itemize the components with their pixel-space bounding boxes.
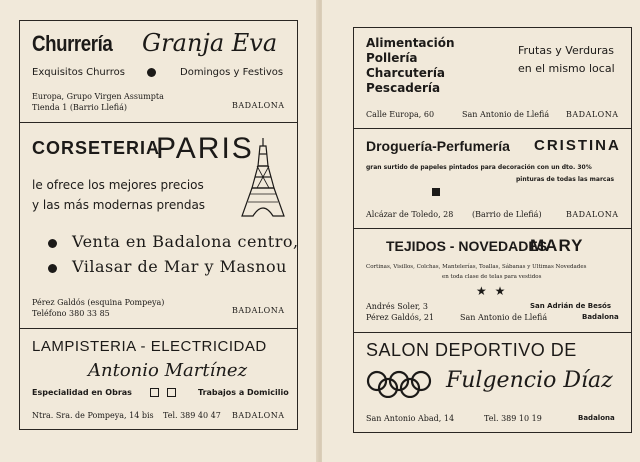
salon-phone: Tel. 389 10 19 xyxy=(484,414,542,423)
alimentacion-addr: Calle Europa, 60 xyxy=(366,110,435,119)
drogueria-line1: gran surtido de papeles pintados para decoración con un dto. 30% xyxy=(366,164,592,171)
salon-city: Badalona xyxy=(578,414,615,422)
bullet-icon xyxy=(48,239,57,248)
ad-alimentacion xyxy=(354,28,631,129)
corseteria-phone: Teléfono 380 33 85 xyxy=(32,309,110,318)
alimentacion-area: San Antonio de Llefiá xyxy=(462,110,550,119)
churreria-title: Churrería xyxy=(32,31,113,56)
churreria-addr2: Tienda 1 (Barrio Llefiá) xyxy=(32,103,128,112)
tejidos-area2: San Adrián de Besós xyxy=(530,302,612,310)
corseteria-city: BADALONA xyxy=(232,306,285,315)
alimentacion-l2: Pollería xyxy=(366,51,418,65)
alimentacion-r1: Frutas y Verduras xyxy=(518,44,615,57)
churreria-addr1: Europa, Grupo Virgen Assumpta xyxy=(32,92,164,101)
left-page xyxy=(0,0,318,462)
left-ads-frame xyxy=(19,20,298,430)
square-icon xyxy=(167,388,176,397)
right-page xyxy=(322,0,640,462)
lampisteria-sub-right: Trabajos a Domicilio xyxy=(198,388,289,397)
corseteria-bullet1: Venta en Badalona centro, xyxy=(72,232,299,251)
drogueria-line2: pinturas de todas las marcas xyxy=(516,176,615,183)
alimentacion-l4: Pescadería xyxy=(366,81,441,95)
churreria-city: BADALONA xyxy=(232,101,285,110)
corseteria-line1: le ofrece los mejores precios xyxy=(32,178,204,192)
drogueria-area: (Barrio de Llefiá) xyxy=(472,210,542,219)
corseteria-bullet2: Vilasar de Mar y Masnou xyxy=(72,257,287,276)
lampisteria-sub-left: Especialidad en Obras xyxy=(32,388,132,397)
lampisteria-city: BADALONA xyxy=(232,411,285,420)
alimentacion-city: BADALONA xyxy=(566,110,619,119)
corseteria-line2: y las más modernas prendas xyxy=(32,198,206,212)
paris-brand: PARIS xyxy=(156,132,254,165)
corseteria-addr: Pérez Galdós (esquina Pompeya) xyxy=(32,298,165,307)
granja-eva-brand: Granja Eva xyxy=(142,29,278,57)
tejidos-addr2: Pérez Galdós, 21 xyxy=(366,313,435,322)
corseteria-title: CORSETERIA xyxy=(32,138,161,158)
lampisteria-addr: Ntra. Sra. de Pompeya, 14 bis xyxy=(32,411,154,420)
tejidos-city: Badalona xyxy=(582,313,619,321)
ad-churreria xyxy=(20,21,297,123)
mary-brand: MARY xyxy=(530,236,584,255)
alimentacion-r2: en el mismo local xyxy=(518,62,615,75)
salon-addr: San Antonio Abad, 14 xyxy=(366,414,455,423)
salon-title: SALON DEPORTIVO DE xyxy=(366,340,577,360)
ad-salon-deportivo xyxy=(354,332,631,432)
churreria-sub-right: Domingos y Festivos xyxy=(180,67,284,78)
cristina-brand: CRISTINA xyxy=(534,137,621,154)
bullet-icon xyxy=(147,68,156,77)
lampisteria-title: LAMPISTERIA - ELECTRICIDAD xyxy=(32,338,267,355)
ad-lampisteria xyxy=(20,328,297,429)
tejidos-area: San Antonio de Llefiá xyxy=(460,313,548,322)
tejidos-line1: Cortinas, Visillos, Colchas, Mantelerías, Toallas, Sábanas y Ultimas Novedades xyxy=(366,264,587,270)
drogueria-addr: Alcázar de Toledo, 28 xyxy=(366,210,454,219)
alimentacion-l3: Charcutería xyxy=(366,66,446,80)
lampisteria-phone: Tel. 389 40 47 xyxy=(163,411,221,420)
olympic-rings-icon xyxy=(366,370,432,398)
salon-name: Fulgencio Díaz xyxy=(446,368,613,393)
lampisteria-name: Antonio Martínez xyxy=(88,360,248,381)
alimentacion-l1: Alimentación xyxy=(366,36,455,50)
ad-corseteria xyxy=(20,122,297,329)
tejidos-addr1: Andrés Soler, 3 xyxy=(366,302,428,311)
alimentacion-list xyxy=(366,36,455,96)
tejidos-line2: en toda clase de telas para vestidos xyxy=(442,274,542,280)
ad-tejidos xyxy=(354,228,631,333)
drogueria-city: BADALONA xyxy=(566,210,619,219)
eiffel-tower-icon xyxy=(240,136,286,218)
bullet-icon xyxy=(48,264,57,273)
tejidos-title: TEJIDOS - NOVEDADES xyxy=(386,238,548,254)
tejidos-stars: ★ ★ xyxy=(476,284,508,298)
churreria-sub-left: Exquisitos Churros xyxy=(32,67,125,78)
square-icon xyxy=(432,188,440,196)
drogueria-title: Droguería-Perfumería xyxy=(366,138,510,154)
right-ads-frame xyxy=(353,27,632,433)
square-icon xyxy=(150,388,159,397)
ad-drogueria xyxy=(354,128,631,229)
